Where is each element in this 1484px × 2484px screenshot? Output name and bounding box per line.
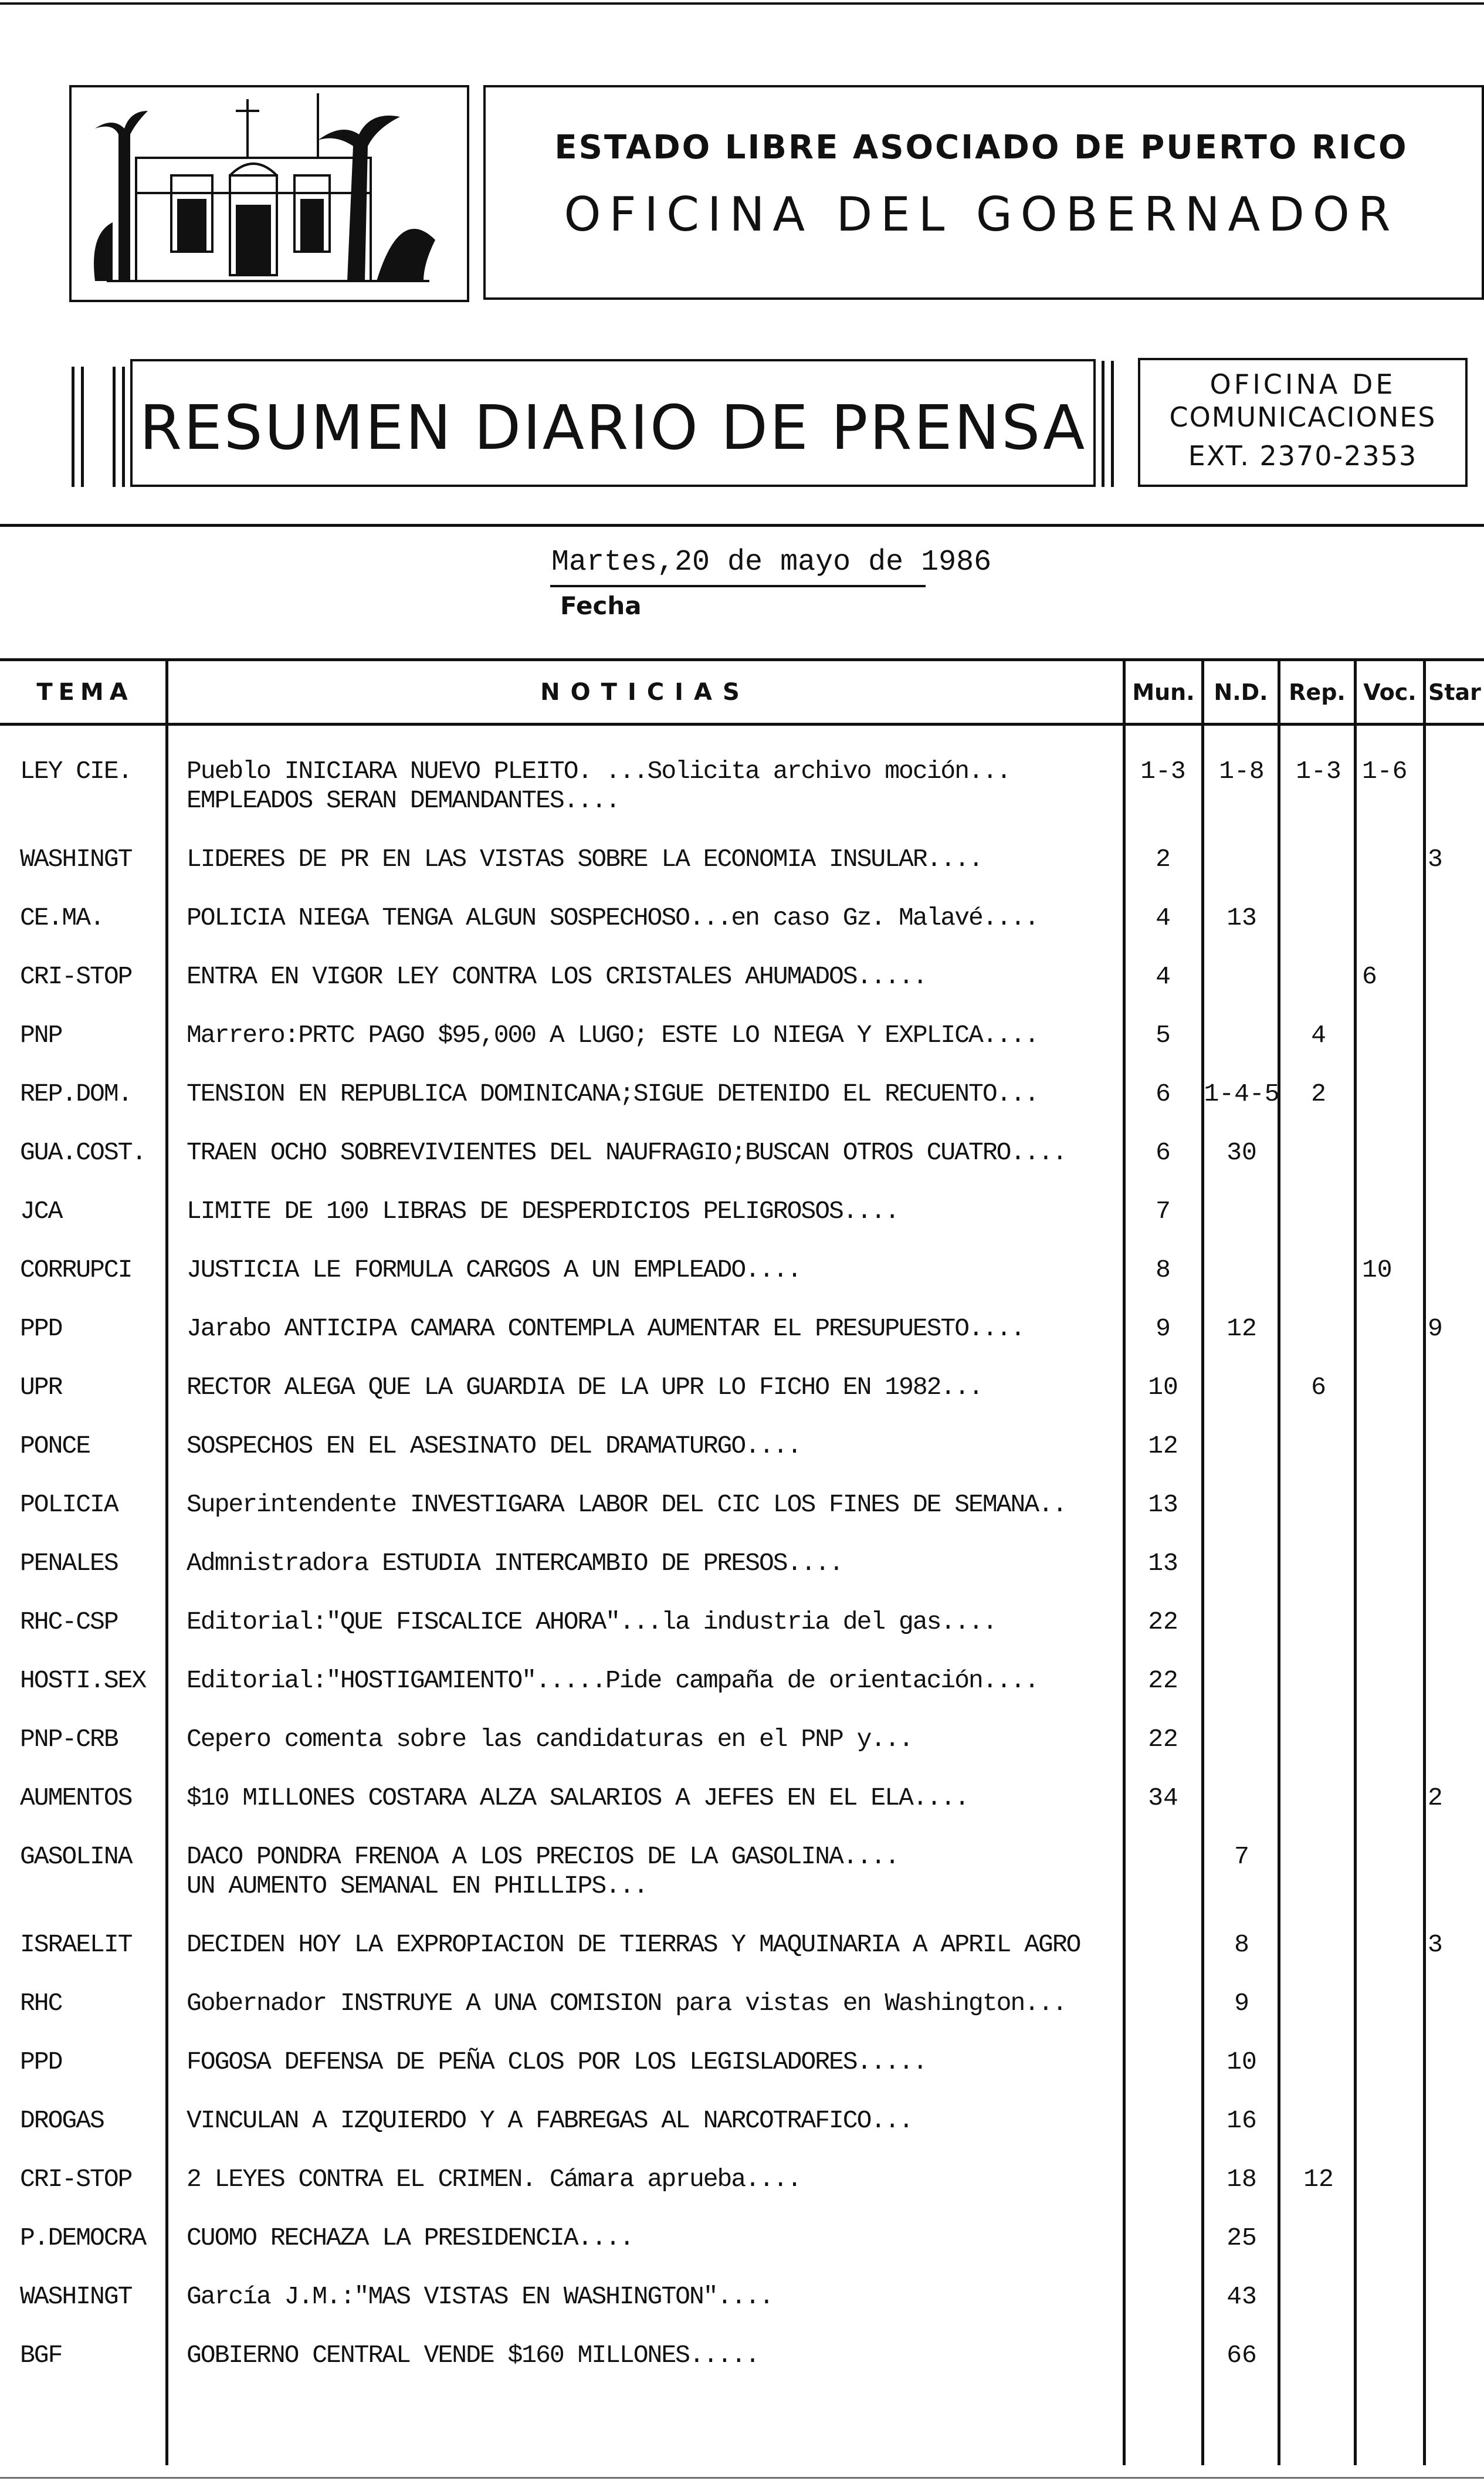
col-header-voc: Voc. bbox=[1363, 679, 1417, 705]
table-row bbox=[0, 1373, 1484, 1431]
noticia-cell bbox=[187, 2106, 1119, 2136]
fortaleza-building-illustration bbox=[72, 87, 467, 300]
right-bar-1 bbox=[1102, 361, 1104, 487]
noticia-cell bbox=[187, 1314, 1119, 1343]
rep-page-cell: 1-3 bbox=[1296, 757, 1341, 786]
nd-page-cell: 25 bbox=[1226, 2224, 1257, 2252]
noticia-line: Admnistradora ESTUDIA INTERCAMBIO DE PRESOS.... bbox=[187, 1549, 843, 1578]
table-header-rule bbox=[0, 723, 1484, 726]
col-header-rep: Rep. bbox=[1289, 679, 1346, 705]
noticia-cell bbox=[187, 1138, 1119, 1167]
noticia-cell bbox=[187, 1431, 1119, 1461]
noticia-cell bbox=[187, 1930, 1119, 1960]
mun-page-cell: 22 bbox=[1148, 1608, 1178, 1636]
noticia-line: Jarabo ANTICIPA CAMARA CONTEMPLA AUMENTAR EL PRESUPUESTO.... bbox=[187, 1314, 1025, 1343]
left-bar-3 bbox=[113, 367, 116, 487]
tema-cell: PPD bbox=[20, 2048, 62, 2076]
table-row bbox=[0, 1549, 1484, 1608]
table-row bbox=[0, 1314, 1484, 1373]
mun-page-cell: 10 bbox=[1148, 1373, 1178, 1402]
noticia-cell bbox=[187, 1079, 1119, 1109]
noticia-cell bbox=[187, 1784, 1119, 1813]
tema-cell: BGF bbox=[20, 2341, 62, 2370]
nd-page-cell: 12 bbox=[1226, 1314, 1257, 1343]
tema-cell: WASHINGT bbox=[20, 2282, 132, 2311]
office-box bbox=[1138, 358, 1468, 487]
noticia-cell bbox=[187, 757, 1119, 815]
mun-page-cell: 4 bbox=[1156, 962, 1171, 991]
tema-cell: HOSTI.SEX bbox=[20, 1666, 146, 1695]
noticia-line: TRAEN OCHO SOBREVIVIENTES DEL NAUFRAGIO;BUSCAN OTROS CUATRO.... bbox=[187, 1138, 1066, 1167]
mun-page-cell: 9 bbox=[1156, 1314, 1171, 1343]
tema-cell: CRI-STOP bbox=[20, 962, 132, 991]
noticia-cell bbox=[187, 2341, 1119, 2370]
table-row bbox=[0, 1431, 1484, 1490]
noticia-cell bbox=[187, 1842, 1119, 1901]
nd-page-cell: 43 bbox=[1226, 2282, 1257, 2311]
col-header-nd: N.D. bbox=[1214, 679, 1268, 705]
date-label: Fecha bbox=[560, 591, 642, 620]
noticia-line: Editorial:"QUE FISCALICE AHORA"...la industria del gas.... bbox=[187, 1608, 997, 1636]
government-title-box bbox=[483, 85, 1484, 300]
voc-page-cell: 10 bbox=[1362, 1255, 1392, 1284]
table-row bbox=[0, 1842, 1484, 1901]
star-page-cell: 9 bbox=[1428, 1314, 1443, 1343]
table-row bbox=[0, 903, 1484, 962]
noticia-line: Superintendente INVESTIGARA LABOR DEL CIC LOS FINES DE SEMANA.. bbox=[187, 1490, 1066, 1519]
table-row bbox=[0, 1666, 1484, 1725]
mun-page-cell: 6 bbox=[1156, 1079, 1171, 1108]
tema-cell: PNP-CRB bbox=[20, 1725, 118, 1754]
noticia-line: DECIDEN HOY LA EXPROPIACION DE TIERRAS Y MAQUINARIA A APRIL AGRO bbox=[187, 1930, 1080, 1959]
main-title-box bbox=[130, 359, 1096, 487]
tema-cell: PENALES bbox=[20, 1549, 118, 1578]
table-row bbox=[0, 2341, 1484, 2400]
nd-page-cell: 1-4-5 bbox=[1204, 1079, 1280, 1108]
mun-page-cell: 8 bbox=[1156, 1255, 1171, 1284]
col-header-mun: Mun. bbox=[1132, 679, 1195, 705]
noticia-line: JUSTICIA LE FORMULA CARGOS A UN EMPLEADO.... bbox=[187, 1255, 801, 1284]
nd-page-cell: 10 bbox=[1226, 2048, 1257, 2076]
nd-page-cell: 66 bbox=[1226, 2341, 1257, 2370]
tema-cell: GASOLINA bbox=[20, 1842, 132, 1871]
document-title: RESUMEN DIARIO DE PRENSA bbox=[139, 392, 1087, 463]
tema-cell: ISRAELIT bbox=[20, 1930, 132, 1959]
nd-page-cell: 13 bbox=[1226, 903, 1257, 932]
noticia-line: VINCULAN A IZQUIERDO Y A FABREGAS AL NARCOTRAFICO... bbox=[187, 2106, 913, 2135]
tema-cell: PONCE bbox=[20, 1431, 90, 1460]
date-underline bbox=[550, 585, 926, 587]
table-row bbox=[0, 2165, 1484, 2224]
table-row bbox=[0, 962, 1484, 1021]
tema-cell: RHC bbox=[20, 1989, 62, 2018]
tema-cell: PNP bbox=[20, 1021, 62, 1050]
noticia-line: LIMITE DE 100 LIBRAS DE DESPERDICIOS PELIGROSOS.... bbox=[187, 1197, 899, 1226]
noticia-line: Gobernador INSTRUYE A UNA COMISION para vistas en Washington... bbox=[187, 1989, 1066, 2018]
noticia-line: García J.M.:"MAS VISTAS EN WASHINGTON".... bbox=[187, 2282, 773, 2311]
tema-cell: RHC-CSP bbox=[20, 1608, 118, 1636]
table-row bbox=[0, 1608, 1484, 1666]
noticia-cell bbox=[187, 1608, 1119, 1637]
mun-page-cell: 34 bbox=[1148, 1784, 1178, 1812]
mun-page-cell: 22 bbox=[1148, 1725, 1178, 1754]
mun-page-cell: 1-3 bbox=[1140, 757, 1186, 786]
office-line3: EXT. 2370-2353 bbox=[1188, 440, 1418, 472]
nd-page-cell: 1-8 bbox=[1219, 757, 1265, 786]
tema-cell: AUMENTOS bbox=[20, 1784, 132, 1812]
noticia-cell bbox=[187, 2048, 1119, 2077]
mun-page-cell: 4 bbox=[1156, 903, 1171, 932]
table-row bbox=[0, 1079, 1484, 1138]
bottom-rule bbox=[0, 2477, 1484, 2479]
mun-page-cell: 22 bbox=[1148, 1666, 1178, 1695]
table-row bbox=[0, 1490, 1484, 1549]
noticia-line: LIDERES DE PR EN LAS VISTAS SOBRE LA ECONOMIA INSULAR.... bbox=[187, 845, 982, 874]
table-row bbox=[0, 1784, 1484, 1842]
col-header-noticias: NOTICIAS bbox=[540, 679, 750, 706]
header-rule bbox=[0, 524, 1484, 527]
noticia-cell bbox=[187, 1255, 1119, 1285]
right-bar-2 bbox=[1111, 361, 1114, 487]
table-row bbox=[0, 2224, 1484, 2282]
table-row bbox=[0, 1255, 1484, 1314]
noticia-line: Editorial:"HOSTIGAMIENTO".....Pide campaña de orientación.... bbox=[187, 1666, 1039, 1695]
col-header-tema: TEMA bbox=[36, 679, 134, 706]
mun-page-cell: 13 bbox=[1148, 1549, 1178, 1578]
tema-cell: WASHINGT bbox=[20, 845, 132, 874]
noticia-line: ENTRA EN VIGOR LEY CONTRA LOS CRISTALES AHUMADOS..... bbox=[187, 962, 927, 991]
noticia-line: DACO PONDRA FRENOA A LOS PRECIOS DE LA GASOLINA.... bbox=[187, 1842, 899, 1871]
nd-page-cell: 30 bbox=[1226, 1138, 1257, 1167]
left-bar-2 bbox=[81, 367, 84, 487]
nd-page-cell: 9 bbox=[1234, 1989, 1249, 2018]
noticia-line: TENSION EN REPUBLICA DOMINICANA;SIGUE DETENIDO EL RECUENTO... bbox=[187, 1079, 1039, 1108]
noticia-line: Cepero comenta sobre las candidaturas en el PNP y... bbox=[187, 1725, 913, 1754]
tema-cell: POLICIA bbox=[20, 1490, 118, 1519]
mun-page-cell: 5 bbox=[1156, 1021, 1171, 1050]
noticia-cell bbox=[187, 1021, 1119, 1050]
tema-cell: CORRUPCI bbox=[20, 1255, 132, 1284]
mun-page-cell: 13 bbox=[1148, 1490, 1178, 1519]
mun-page-cell: 2 bbox=[1156, 845, 1171, 874]
tema-cell: PPD bbox=[20, 1314, 62, 1343]
noticia-line: GOBIERNO CENTRAL VENDE $160 MILLONES..... bbox=[187, 2341, 759, 2370]
table-row bbox=[0, 2106, 1484, 2165]
date-value: Martes,20 de mayo de 1986 bbox=[551, 546, 992, 579]
noticia-line-2: UN AUMENTO SEMANAL EN PHILLIPS... bbox=[187, 1872, 648, 1900]
noticia-line: $10 MILLONES COSTARA ALZA SALARIOS A JEFES EN EL ELA.... bbox=[187, 1784, 969, 1812]
rep-page-cell: 6 bbox=[1311, 1373, 1326, 1402]
tema-cell: P.DEMOCRA bbox=[20, 2224, 146, 2252]
star-page-cell: 2 bbox=[1428, 1784, 1443, 1812]
star-page-cell: 3 bbox=[1428, 1930, 1443, 1959]
nd-page-cell: 16 bbox=[1226, 2106, 1257, 2135]
noticia-line: SOSPECHOS EN EL ASESINATO DEL DRAMATURGO.... bbox=[187, 1431, 801, 1460]
noticia-cell bbox=[187, 1373, 1119, 1402]
logo-box bbox=[69, 85, 469, 302]
noticia-cell bbox=[187, 1666, 1119, 1696]
noticia-line: 2 LEYES CONTRA EL CRIMEN. Cámara aprueba.... bbox=[187, 2165, 801, 2194]
header-line1: ESTADO LIBRE ASOCIADO DE PUERTO RICO bbox=[554, 128, 1408, 167]
table-row bbox=[0, 845, 1484, 903]
table-row bbox=[0, 1989, 1484, 2048]
rep-page-cell: 12 bbox=[1303, 2165, 1334, 2194]
noticia-cell bbox=[187, 903, 1119, 933]
tema-cell: DROGAS bbox=[20, 2106, 104, 2135]
mun-page-cell: 7 bbox=[1156, 1197, 1171, 1226]
noticia-cell bbox=[187, 962, 1119, 991]
noticia-line: CUOMO RECHAZA LA PRESIDENCIA.... bbox=[187, 2224, 633, 2252]
noticia-cell bbox=[187, 2165, 1119, 2194]
voc-page-cell: 1-6 bbox=[1362, 757, 1408, 786]
office-line2: COMUNICACIONES bbox=[1169, 401, 1436, 433]
noticia-cell bbox=[187, 1490, 1119, 1519]
noticia-cell bbox=[187, 1197, 1119, 1226]
noticia-line: FOGOSA DEFENSA DE PEÑA CLOS POR LOS LEGISLADORES..... bbox=[187, 2048, 927, 2076]
tema-cell: LEY CIE. bbox=[20, 757, 132, 786]
table-row bbox=[0, 2282, 1484, 2341]
nd-page-cell: 7 bbox=[1234, 1842, 1249, 1871]
table-row bbox=[0, 757, 1484, 815]
tema-cell: REP.DOM. bbox=[20, 1079, 132, 1108]
table-row bbox=[0, 2048, 1484, 2106]
mun-page-cell: 6 bbox=[1156, 1138, 1171, 1167]
table-row bbox=[0, 1725, 1484, 1784]
left-bar-4 bbox=[122, 367, 125, 487]
noticia-cell bbox=[187, 845, 1119, 874]
noticia-cell bbox=[187, 1989, 1119, 2018]
noticia-cell bbox=[187, 1725, 1119, 1754]
table-top-rule bbox=[0, 658, 1484, 661]
nd-page-cell: 18 bbox=[1226, 2165, 1257, 2194]
noticia-line: POLICIA NIEGA TENGA ALGUN SOSPECHOSO...en caso Gz. Malavé.... bbox=[187, 903, 1039, 932]
noticia-line-2: EMPLEADOS SERAN DEMANDANTES.... bbox=[187, 786, 619, 815]
noticia-line: RECTOR ALEGA QUE LA GUARDIA DE LA UPR LO FICHO EN 1982... bbox=[187, 1373, 982, 1402]
office-line1: OFICINA DE bbox=[1209, 368, 1396, 400]
mun-page-cell: 12 bbox=[1148, 1431, 1178, 1460]
col-header-star: Star bbox=[1428, 679, 1481, 705]
noticia-cell bbox=[187, 2282, 1119, 2312]
tema-cell: CE.MA. bbox=[20, 903, 104, 932]
noticia-cell bbox=[187, 2224, 1119, 2253]
tema-cell: CRI-STOP bbox=[20, 2165, 132, 2194]
tema-cell: GUA.COST. bbox=[20, 1138, 146, 1167]
top-rule bbox=[0, 2, 1484, 5]
table-row bbox=[0, 1930, 1484, 1989]
voc-page-cell: 6 bbox=[1362, 962, 1377, 991]
left-bar-1 bbox=[72, 367, 74, 487]
tema-cell: JCA bbox=[20, 1197, 62, 1226]
rep-page-cell: 2 bbox=[1311, 1079, 1326, 1108]
nd-page-cell: 8 bbox=[1234, 1930, 1249, 1959]
table-row bbox=[0, 1197, 1484, 1255]
noticia-line: Marrero:PRTC PAGO $95,000 A LUGO; ESTE LO NIEGA Y EXPLICA.... bbox=[187, 1021, 1039, 1050]
star-page-cell: 3 bbox=[1428, 845, 1443, 874]
noticia-line: Pueblo INICIARA NUEVO PLEITO. ...Solicita archivo moción... bbox=[187, 757, 1011, 786]
table-row bbox=[0, 1138, 1484, 1197]
table-row bbox=[0, 1021, 1484, 1079]
tema-cell: UPR bbox=[20, 1373, 62, 1402]
header-line2: OFICINA DEL GOBERNADOR bbox=[564, 187, 1399, 242]
rep-page-cell: 4 bbox=[1311, 1021, 1326, 1050]
noticia-cell bbox=[187, 1549, 1119, 1578]
